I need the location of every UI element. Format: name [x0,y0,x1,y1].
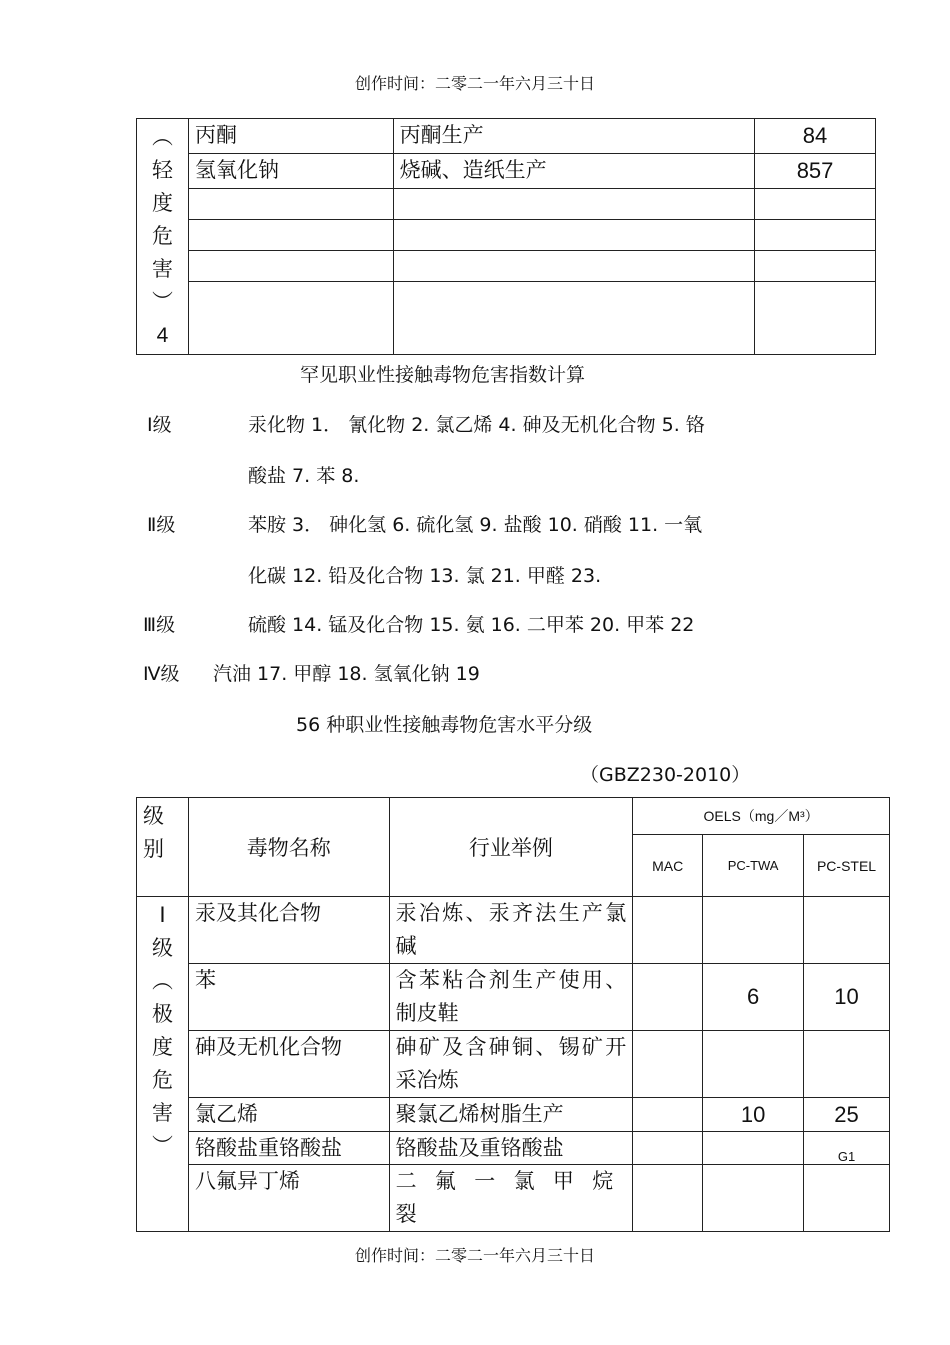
pcstel-cell: 25 [804,1098,890,1132]
table-hazard-levels [136,797,890,1232]
mac-header: MAC [633,835,703,897]
page-header: 创作时间：二零二一年六月三十日 [354,74,595,93]
mac-cell [633,1031,703,1098]
toxin-name-cell: 苯 [188,964,389,1031]
pcstel-cell: 10 [804,964,890,1031]
toxin-name-cell: 丙酮 [188,119,393,154]
industry-cell: 汞冶炼、汞齐法生产氯碱 [389,897,633,964]
industry-cell: 砷矿及含砷铜、锡矿开采冶炼 [389,1031,633,1098]
empty-cell [393,219,754,250]
empty-cell [755,251,876,282]
section-title-hazard-index: 罕见职业性接触毒物危害指数计算 [300,364,586,386]
value-cell: 857 [755,154,876,188]
extreme-hazard-side-label: Ⅰ 级 ︵ 极 度 危 害 ︶ [137,897,189,1232]
toxin-name-cell: 铬酸盐重铬酸盐 [188,1132,389,1165]
grade-1-line-2: 酸盐 7. 苯 8. [248,465,360,487]
empty-cell [755,219,876,250]
empty-cell [188,188,393,219]
pctwa-header: PC-TWA [703,835,804,897]
industry-cell: 丙酮生产 [393,119,754,154]
industry-cell: 烧碱、造纸生产 [393,154,754,188]
pcstel-cell [804,1165,890,1232]
pcstel-cell [804,1031,890,1098]
empty-cell [755,188,876,219]
pcstel-cell [804,897,890,964]
empty-cell [755,282,876,355]
pctwa-cell: 10 [703,1098,804,1132]
empty-cell [188,219,393,250]
industry-header: 行业举例 [389,798,633,897]
toxin-name-cell: 八氟异丁烯 [188,1165,389,1232]
grade-2-line-1: 苯胺 3． 砷化氢 6. 硫化氢 9. 盐酸 10. 硝酸 11. 一氧 [248,514,703,536]
industry-cell: 含苯粘合剂生产使用、制皮鞋 [389,964,633,1031]
mac-cell [633,897,703,964]
pctwa-cell [703,1132,804,1165]
empty-cell [188,251,393,282]
grade-header: 级 别 [137,798,189,897]
toxin-name-cell: 氯乙烯 [188,1098,389,1132]
page-footer: 创作时间：二零二一年六月三十日 [354,1246,595,1265]
value-cell: 84 [755,119,876,154]
pctwa-cell [703,1031,804,1098]
pcstel-header: PC-STEL [804,835,890,897]
grade-3-label: Ⅲ级 [143,614,176,636]
grade-2-label: Ⅱ级 [147,514,176,536]
grade-1-label: Ⅰ级 [147,414,172,436]
toxin-name-cell: 汞及其化合物 [188,897,389,964]
industry-cell: 铬酸盐及重铬酸盐 [389,1132,633,1165]
grade-2-line-2: 化碳 12. 铅及化合物 13. 氯 21. 甲醛 23. [248,565,602,587]
pctwa-cell [703,1165,804,1232]
mac-cell [633,1165,703,1232]
mac-cell [633,964,703,1031]
toxin-name-cell: 氢氧化钠 [188,154,393,188]
mac-cell [633,1098,703,1132]
industry-cell: 聚氯乙烯树脂生产 [389,1098,633,1132]
mac-cell [633,1132,703,1165]
standard-code: （GBZ230-2010） [580,764,751,786]
oels-header: OELS（mg／M³） [633,798,890,835]
grade-1-line-1: 汞化物 1． 氰化物 2. 氯乙烯 4. 砷及无机化合物 5. 铬 [248,414,705,436]
industry-cell: 二氟一氯甲烷裂 [389,1165,633,1232]
empty-cell [393,251,754,282]
pctwa-cell [703,897,804,964]
empty-cell [393,188,754,219]
section-title-hazard-levels: 56 种职业性接触毒物危害水平分级 [296,714,593,736]
toxin-name-cell: 砷及无机化合物 [188,1031,389,1098]
table-mild-hazard [136,118,876,355]
pctwa-cell: 6 [703,964,804,1031]
empty-cell [393,282,754,355]
mild-hazard-side-label: ︵ 轻 度 危 害 ︶ 4 [137,119,189,355]
pcstel-cell: G1 [804,1132,890,1165]
toxin-name-header: 毒物名称 [188,798,389,897]
grade-4-label: Ⅳ级 [143,663,180,685]
empty-cell [188,282,393,355]
grade-3-line-1: 硫酸 14. 锰及化合物 15. 氨 16. 二甲苯 20. 甲苯 22 [248,614,695,636]
grade-4-line-1: 汽油 17. 甲醇 18. 氢氧化钠 19 [213,663,480,685]
